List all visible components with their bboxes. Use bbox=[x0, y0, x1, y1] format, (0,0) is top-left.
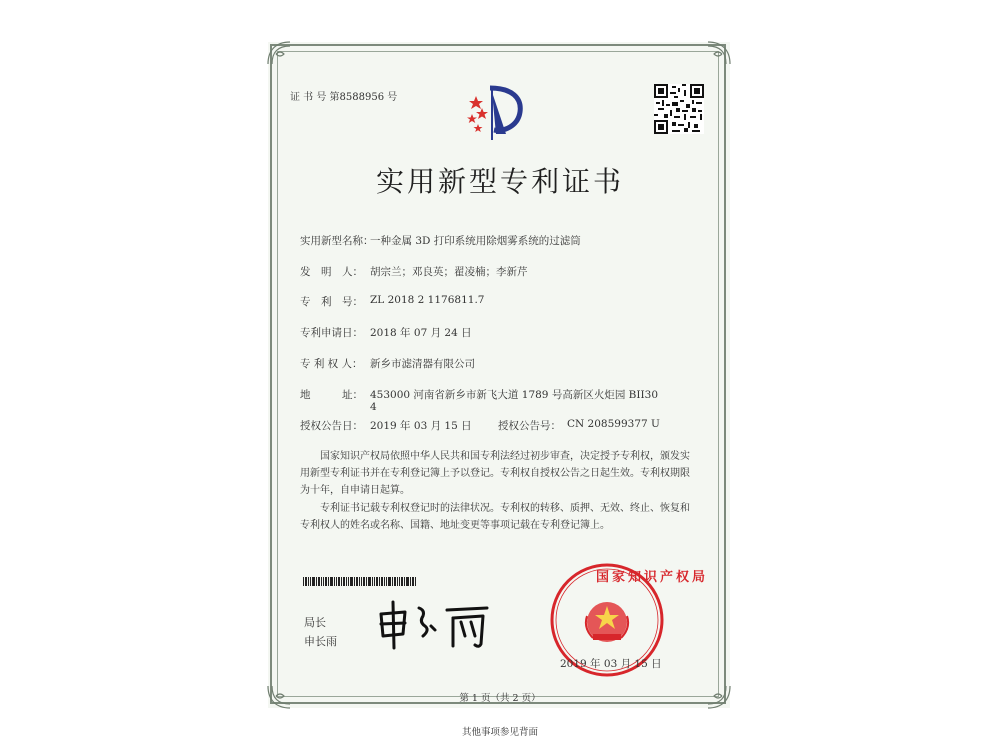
seal-text: 国家知识产权局 bbox=[596, 570, 709, 585]
certificate-paragraph-legal-status: 专利证书记载专利权登记时的法律状况。专利权的转移、质押、无效、终止、恢复和专利权人的姓名或名称、国籍、地址变更等事项记载在专利登记簿上。 bbox=[300, 503, 690, 531]
director-signature bbox=[375, 596, 495, 652]
field-value-address-continued: 4 bbox=[370, 401, 377, 413]
field-value-patentee: 新乡市滤清器有限公司 bbox=[370, 358, 475, 370]
field-label-application-date: 专利申请日： bbox=[300, 327, 363, 339]
director-title: 局长 bbox=[304, 616, 326, 629]
certificate-number: 证 书 号 第8588956 号 bbox=[290, 92, 398, 103]
corner-ornament-top-left bbox=[266, 40, 292, 66]
field-label-patentee: 专 利 权 人： bbox=[300, 358, 363, 370]
corner-ornament-top-right bbox=[706, 40, 732, 66]
field-label-grant-date: 授权公告日： bbox=[300, 420, 363, 432]
field-label-inventors: 发 明 人： bbox=[300, 266, 363, 278]
field-value-address: 453000 河南省新乡市新飞大道 1789 号高新区火炬园 BII30 bbox=[370, 389, 659, 401]
director-name: 申长雨 bbox=[304, 635, 337, 648]
page-number: 第 1 页（共 2 页） bbox=[459, 693, 541, 704]
footer-note: 其他事项参见背面 bbox=[461, 727, 538, 738]
certificate-title: 实用新型专利证书 bbox=[375, 165, 624, 198]
field-label-utility-model-name: 实用新型名称： bbox=[300, 235, 374, 247]
qr-code bbox=[654, 84, 704, 134]
field-value-utility-model-name: 一种金属 3D 打印系统用除烟雾系统的过滤筒 bbox=[370, 235, 581, 247]
field-label-announcement-number: 授权公告号： bbox=[498, 420, 561, 432]
field-label-patent-number: 专 利 号： bbox=[300, 296, 363, 308]
certificate-paragraph-grant: 国家知识产权局依照中华人民共和国专利法经过初步审查，决定授予专利权，颁发实用新型专利证书并在专利登记簿上予以登记。专利权自授权公告之日起生效。专利权期限为十年，自申请日起算。 bbox=[300, 451, 690, 496]
field-label-address: 地 址： bbox=[300, 389, 363, 401]
field-value-application-date: 2018 年 07 月 24 日 bbox=[370, 327, 472, 339]
seal-date: 2019 年 03 月 15 日 bbox=[560, 658, 662, 670]
field-value-grant-date: 2019 年 03 月 15 日 bbox=[370, 420, 472, 432]
field-value-patent-number: ZL 2018 2 1176811.7 bbox=[370, 294, 485, 306]
field-value-inventors: 胡宗兰；邓良英；翟凌楠；李新芹 bbox=[370, 266, 528, 278]
barcode bbox=[303, 577, 418, 586]
field-value-announcement-number: CN 208599377 U bbox=[567, 418, 660, 430]
cnipa-logo bbox=[460, 82, 530, 144]
